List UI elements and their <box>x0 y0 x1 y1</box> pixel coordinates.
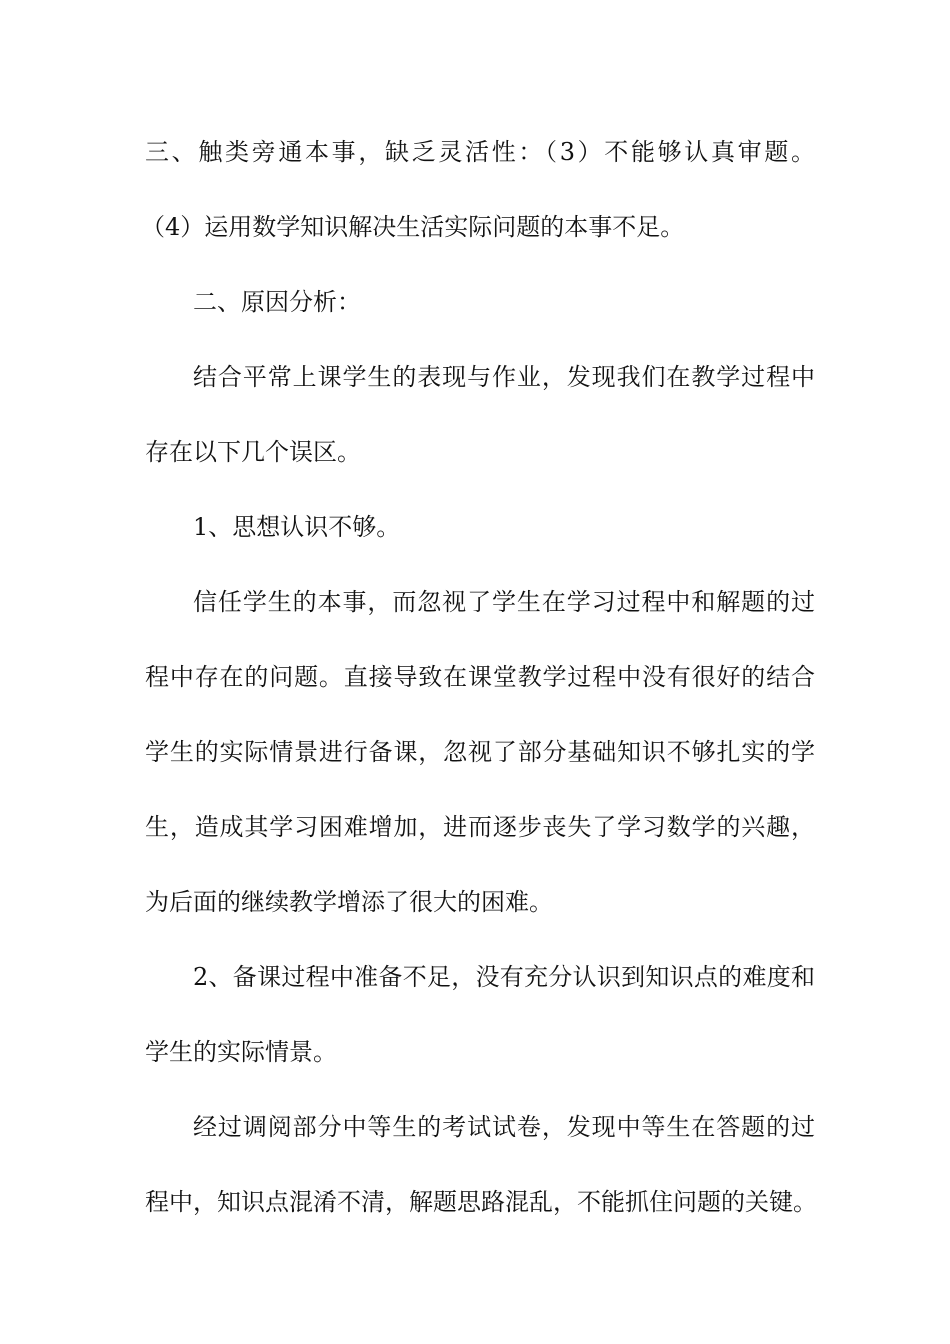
text-line-11: 为后面的继续教学增添了很大的困难。 <box>145 888 553 916</box>
text-line-7: 信任学生的本事，而忽视了学生在学习过程中和解题的过 <box>193 588 815 616</box>
text-line-1: 三、触类旁通本事，缺乏灵活性：（3）不能够认真审题。 <box>145 138 815 166</box>
text-line-10: 生，造成其学习困难增加，进而逐步丧失了学习数学的兴趣， <box>145 813 815 841</box>
subheading-2: 2、备课过程中准备不足，没有充分认识到知识点的难度和 <box>193 963 815 991</box>
text-line-8: 程中存在的问题。直接导致在课堂教学过程中没有很好的结合 <box>145 663 815 691</box>
text-line-9: 学生的实际情景进行备课，忽视了部分基础知识不够扎实的学 <box>145 738 815 766</box>
text-line-15: 程中，知识点混淆不清，解题思路混乱，不能抓住问题的关键。 <box>145 1188 817 1216</box>
text-line-13: 学生的实际情景。 <box>145 1038 337 1066</box>
section-heading-cause-analysis: 二、原因分析： <box>193 288 361 316</box>
text-line-5: 存在以下几个误区。 <box>145 438 361 466</box>
text-line-4: 结合平常上课学生的表现与作业，发现我们在教学过程中 <box>193 363 815 391</box>
text-line-14: 经过调阅部分中等生的考试试卷，发现中等生在答题的过 <box>193 1113 815 1141</box>
text-line-2: （4）运用数学知识解决生活实际问题的本事不足。 <box>141 213 685 241</box>
subheading-1: 1、思想认识不够。 <box>193 513 401 541</box>
